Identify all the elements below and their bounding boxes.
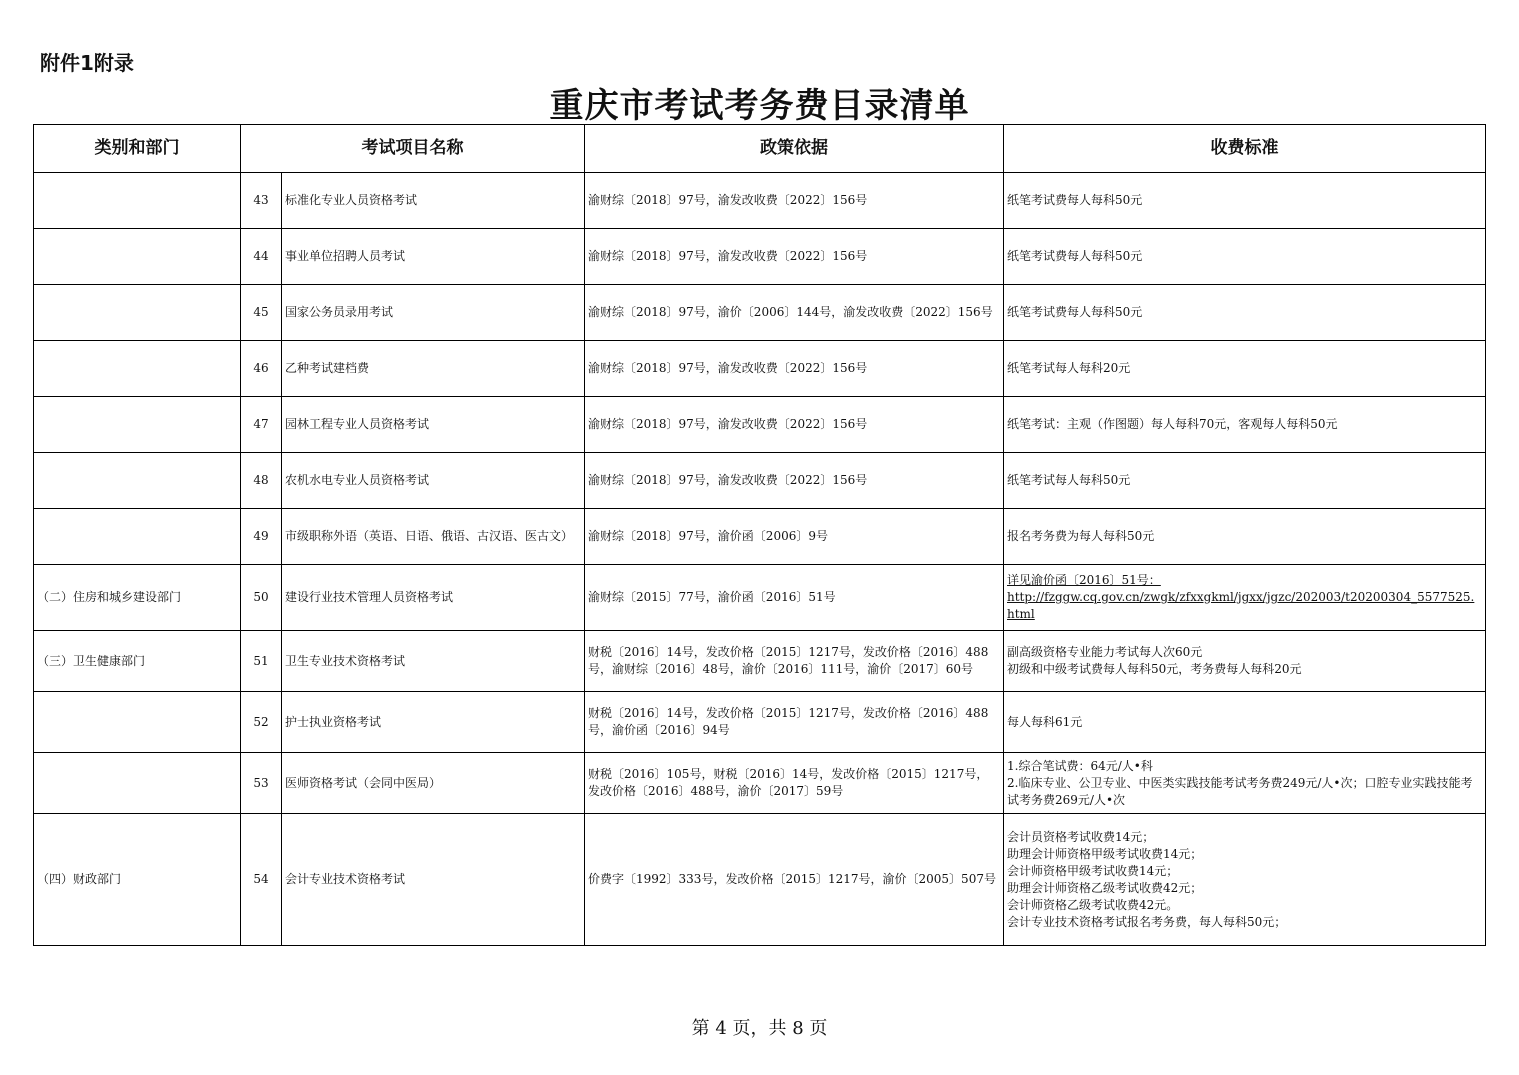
category-cell	[34, 285, 241, 341]
fee-standard-cell: 纸笔考试费每人每科50元	[1004, 173, 1486, 229]
column-header-fee-standard: 收费标准	[1004, 125, 1486, 173]
table-row	[34, 509, 1486, 565]
table-row	[34, 341, 1486, 397]
exam-name-cell: 标准化专业人员资格考试	[282, 173, 585, 229]
item-number: 45	[241, 285, 282, 341]
category-cell	[34, 509, 241, 565]
category-cell	[34, 453, 241, 509]
item-number: 48	[241, 453, 282, 509]
policy-basis-cell: 财税〔2016〕14号，发改价格〔2015〕1217号，发改价格〔2016〕488号，渝财综〔2016〕48号，渝价〔2016〕111号，渝价〔2017〕60号	[585, 631, 1004, 692]
fee-standard-cell: 纸笔考试费每人每科50元	[1004, 229, 1486, 285]
fee-standard-cell: 副高级资格专业能力考试每人次60元 初级和中级考试费每人每科50元，考务费每人每科20元	[1004, 631, 1486, 692]
fee-standard-cell: 1.综合笔试费：64元/人•科 2.临床专业、公卫专业、中医类实践技能考试考务费249元/人•次；口腔专业实践技能考试考务费269元/人•次	[1004, 753, 1486, 814]
item-number: 49	[241, 509, 282, 565]
policy-basis-cell: 渝财综〔2018〕97号，渝发改收费〔2022〕156号	[585, 173, 1004, 229]
policy-basis-cell: 价费字〔1992〕333号，发改价格〔2015〕1217号，渝价〔2005〕507号	[585, 814, 1004, 946]
page-title: 重庆市考试考务费目录清单	[549, 86, 970, 126]
fee-standard-cell: 纸笔考试：主观（作图题）每人每科70元，客观每人每科50元	[1004, 397, 1486, 453]
policy-basis-cell: 渝财综〔2018〕97号，渝价函〔2006〕9号	[585, 509, 1004, 565]
item-number: 53	[241, 753, 282, 814]
policy-basis-cell: 渝财综〔2018〕97号，渝发改收费〔2022〕156号	[585, 229, 1004, 285]
policy-basis-cell: 渝财综〔2015〕77号，渝价函〔2016〕51号	[585, 565, 1004, 631]
item-number: 43	[241, 173, 282, 229]
category-cell: （三）卫生健康部门	[34, 631, 241, 692]
exam-name-cell: 医师资格考试（会同中医局）	[282, 753, 585, 814]
table-row	[34, 285, 1486, 341]
table-row	[34, 173, 1486, 229]
policy-basis-cell: 财税〔2016〕14号，发改价格〔2015〕1217号，发改价格〔2016〕488号，渝价函〔2016〕94号	[585, 692, 1004, 753]
exam-name-cell: 市级职称外语（英语、日语、俄语、古汉语、医古文）	[282, 509, 585, 565]
category-cell	[34, 692, 241, 753]
fee-standard-cell: 纸笔考试每人每科50元	[1004, 453, 1486, 509]
fee-catalog-table	[33, 124, 1486, 946]
exam-name-cell: 农机水电专业人员资格考试	[282, 453, 585, 509]
category-cell: （四）财政部门	[34, 814, 241, 946]
item-number: 54	[241, 814, 282, 946]
page-number-footer: 第 4 页，共 8 页	[691, 1018, 828, 1039]
policy-basis-cell: 渝财综〔2018〕97号，渝发改收费〔2022〕156号	[585, 341, 1004, 397]
item-number: 51	[241, 631, 282, 692]
exam-name-cell: 护士执业资格考试	[282, 692, 585, 753]
category-cell	[34, 341, 241, 397]
policy-basis-cell: 渝财综〔2018〕97号，渝发改收费〔2022〕156号	[585, 397, 1004, 453]
exam-name-cell: 卫生专业技术资格考试	[282, 631, 585, 692]
table-header-row	[34, 125, 1486, 173]
table-row	[34, 397, 1486, 453]
category-cell: （二）住房和城乡建设部门	[34, 565, 241, 631]
table-row	[34, 631, 1486, 692]
category-cell	[34, 397, 241, 453]
exam-name-cell: 会计专业技术资格考试	[282, 814, 585, 946]
fee-standard-link[interactable]: 详见渝价函〔2016〕51号： http://fzggw.cq.gov.cn/zwgk/zfxxgkml/jgxx/jgzc/202003/t20200304_5577525.html	[1007, 573, 1475, 621]
policy-basis-cell: 财税〔2016〕105号，财税〔2016〕14号，发改价格〔2015〕1217号，发改价格〔2016〕488号，渝价〔2017〕59号	[585, 753, 1004, 814]
exam-name-cell: 国家公务员录用考试	[282, 285, 585, 341]
table-row	[34, 814, 1486, 946]
column-header-category: 类别和部门	[34, 125, 241, 173]
column-header-exam-name: 考试项目名称	[241, 125, 585, 173]
policy-basis-cell: 渝财综〔2018〕97号，渝价〔2006〕144号，渝发改收费〔2022〕156号	[585, 285, 1004, 341]
table-row	[34, 565, 1486, 631]
item-number: 46	[241, 341, 282, 397]
exam-name-cell: 园林工程专业人员资格考试	[282, 397, 585, 453]
fee-standard-cell	[1004, 565, 1486, 631]
fee-standard-cell: 纸笔考试费每人每科50元	[1004, 285, 1486, 341]
policy-basis-cell: 渝财综〔2018〕97号，渝发改收费〔2022〕156号	[585, 453, 1004, 509]
exam-name-cell: 建设行业技术管理人员资格考试	[282, 565, 585, 631]
category-cell	[34, 229, 241, 285]
exam-name-cell: 乙种考试建档费	[282, 341, 585, 397]
item-number: 52	[241, 692, 282, 753]
category-cell	[34, 173, 241, 229]
category-cell	[34, 753, 241, 814]
item-number: 44	[241, 229, 282, 285]
fee-standard-cell: 会计员资格考试收费14元； 助理会计师资格甲级考试收费14元； 会计师资格甲级考试收费14元； 助理会计师资格乙级考试收费42元； 会计师资格乙级考试收费42元。 会计专业技术资格考试报名考务费，每人每科50元；	[1004, 814, 1486, 946]
table-row	[34, 453, 1486, 509]
table-row	[34, 229, 1486, 285]
column-header-policy-basis: 政策依据	[585, 125, 1004, 173]
table-row	[34, 692, 1486, 753]
fee-standard-cell: 纸笔考试每人每科20元	[1004, 341, 1486, 397]
attachment-label: 附件1附录	[40, 51, 134, 75]
exam-name-cell: 事业单位招聘人员考试	[282, 229, 585, 285]
item-number: 47	[241, 397, 282, 453]
fee-standard-cell: 每人每科61元	[1004, 692, 1486, 753]
fee-standard-cell: 报名考务费为每人每科50元	[1004, 509, 1486, 565]
item-number: 50	[241, 565, 282, 631]
table-row	[34, 753, 1486, 814]
